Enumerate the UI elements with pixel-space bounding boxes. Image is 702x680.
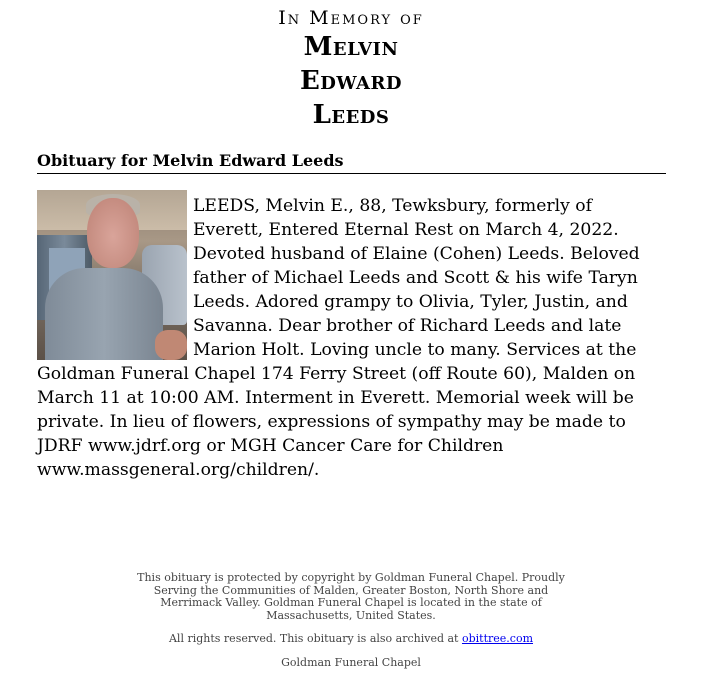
- deceased-last-name: Leeds: [312, 100, 390, 130]
- deceased-middle-name: Edward: [299, 66, 403, 96]
- in-memory-of-label: In Memory of: [278, 7, 424, 29]
- memorial-title: [0, 0, 702, 132]
- rights-text: All rights reserved. This obituary is also archived at: [168, 632, 462, 645]
- copyright-notice: This obituary is protected by copyright by Goldman Funeral Chapel. Proudly Serving the Communities of Malden, Greater Boston, North Shore and Merrimack Valley. Goldman Funeral Chapel is located in the state of Massachusetts, United States.: [137, 571, 565, 622]
- obituary-heading: Obituary for Melvin Edward Leeds: [37, 150, 666, 174]
- obituary-text: LEEDS, Melvin E., 88, Tewksbury, formerly of Everett, Entered Eternal Rest on March 4, 2022. Devoted husband of Elaine (Cohen) Leeds. Beloved father of Michael Leeds and Scott & his wife Taryn Leeds. Adored grampy to Olivia, Tyler, Justin, and Savanna. Dear brother of Richard Leeds and late Marion Holt. Loving uncle to many. Services at the Goldman Funeral Chapel 174 Ferry Street (off Route 60), Malden on March 11 at 10:00 AM. Interment in Everett. Memorial week will be private. In lieu of flowers, expressions of sympathy may be made to JDRF www.jdrf.org or MGH Cancer Care for Children www.massgeneral.org/children/.: [37, 196, 640, 480]
- obittree-link[interactable]: obittree.com: [461, 632, 533, 645]
- rights-notice: [0, 633, 702, 646]
- deceased-first-name: Melvin: [303, 32, 399, 62]
- footer: [0, 572, 702, 669]
- photo-face: [87, 198, 139, 268]
- obituary-body: [37, 194, 667, 482]
- photo-shirt: [45, 268, 163, 360]
- deceased-photo: [37, 190, 187, 360]
- photo-hand: [155, 330, 187, 360]
- chapel-name: Goldman Funeral Chapel: [281, 655, 421, 669]
